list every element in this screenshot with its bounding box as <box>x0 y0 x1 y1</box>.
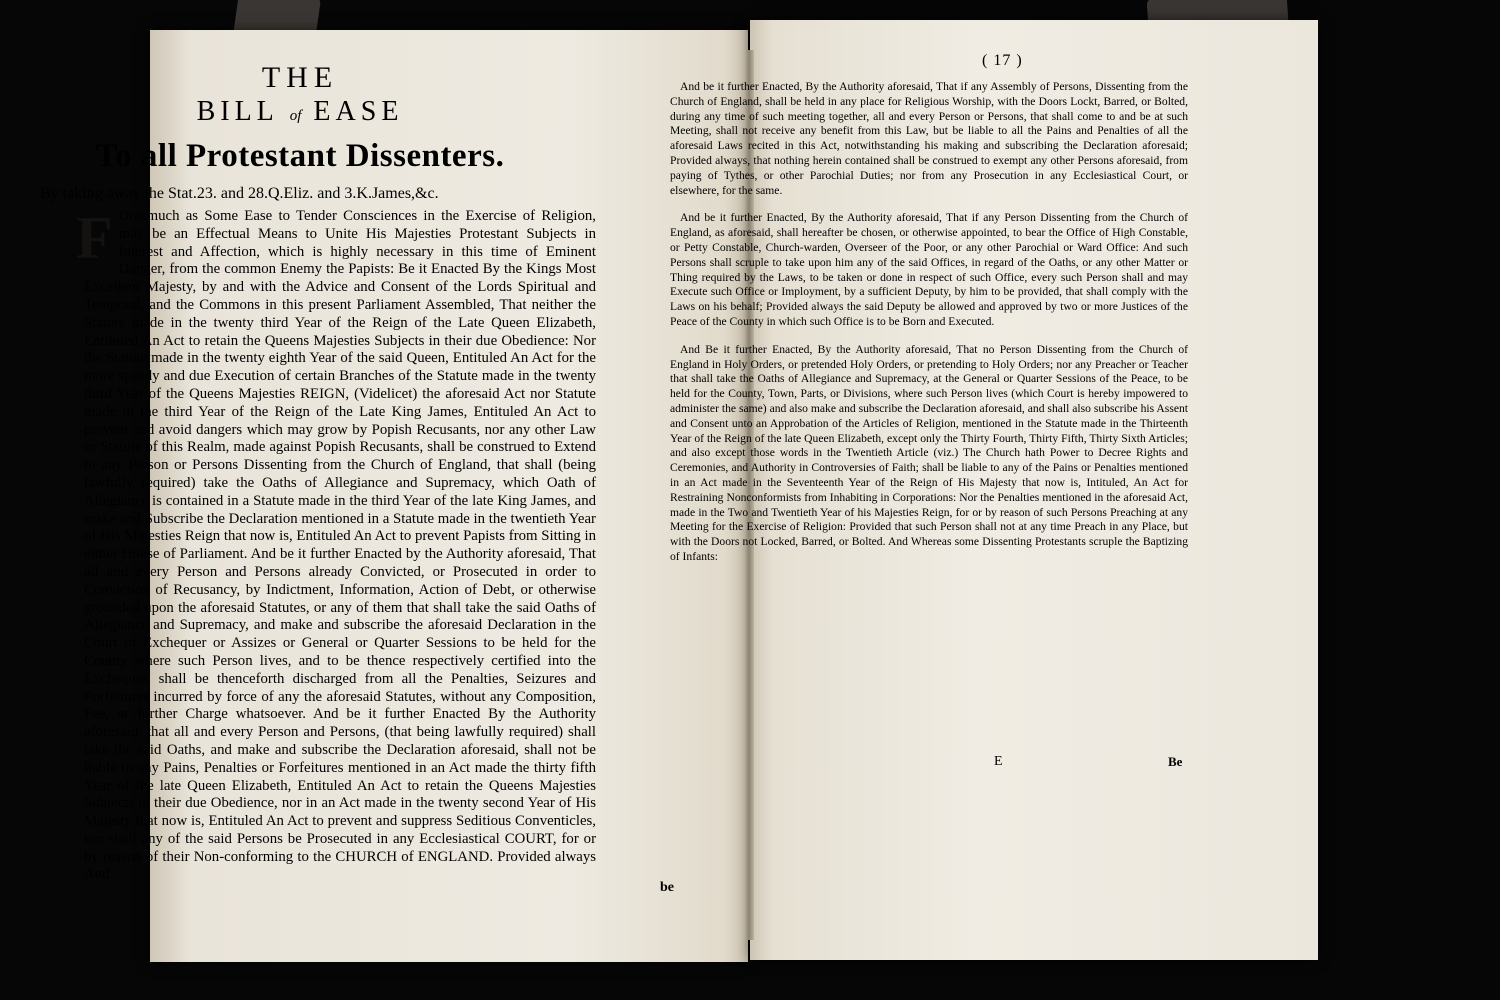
signature-mark: E <box>994 754 1003 769</box>
paragraph: And Be it further Enacted, By the Authority aforesaid, That no Person Dissenting from the Church of England in Holy Orders, or pretended Holy Orders, or pretending to Holy Orders; nor any Preacher or Teacher that shall take the Oaths of Allegiance and Supremacy, at the General or Quarter Sessions of the Peace, to be held for the County, Town, Parts, or Divisions, where such Person lives (which Court is hereby impowered to administer the same) and also make and subscribe the Declaration aforesaid, and shall also subscribe his Assent and Consent unto an Approbation of the Articles of Religion, mentioned in the Statute made in the Thirteenth Year of the Reign of the late Queen Elizabeth, except only the Thirty Fourth, Thirty Fifth, Thirty Sixth Articles; and also except those words in the Twentieth Article (viz.) The Church hath Power to Decree Rights and Ceremonies, and Authority in Controversies of Faith; shall be liable to any of the Pains or Penalties mentioned in an Act made in the Seventeenth Year of the Reign of His Majesty that now is, Intituled, An Act for Restraining Nonconformists from Inhabiting in Corporations: Nor the Penalties mentioned in the aforesaid Act, made in the Two and Twentieth Year of his Majesties Reign, for or by reason of such Persons Preaching at any Meeting for the Exercise of Religion: Provided that such Person shall not at any time Preach in any Place, but with the Doors not Locked, Barred, or Bolted. And Whereas some Dissenting Protestants scruple the Baptizing of Infants: <box>670 342 1188 563</box>
title-bill: BILL <box>196 96 278 127</box>
paragraph: And be it further Enacted, By the Authority aforesaid, That if any Assembly of Persons, Dissenting from the Church of England, shall be held in any place for Religious Worship, with the Doors Lockt, Barred, or Bolted, during any time of such meeting together, all and every Person or Persons, that shall come to and be at such Meeting, shall not receive any benefit from this Law, but be liable to all the Pains and Penalties of all the aforesaid Laws recited in this Act, notwithstanding his making and subscribing the Declaration aforesaid; Provided always, that nothing herein contained shall be construed to exempt any other Persons aforesaid, from paying of Tythes, or other Parochial Duties; nor from any Prosecution in any Ecclesiastical Court, or elsewhere, for the same. <box>670 80 1188 197</box>
paragraph: And be it further Enacted, By the Authority aforesaid, That if any Person Dissenting from the Church of England, as aforesaid, shall hereafter be chosen, or otherwise appointed, to bear the Office of High Constable, or Petty Constable, Church-warden, Overseer of the Poor, or any other Parochial or Ward Office: And such Persons shall scruple to take upon him any of the said Offices, in regard of the Oaths, or any other Matter or Thing required by the Laws, to be taken or done in respect of such Office, every such Person shall and may Execute such Office or Imployment, by a sufficient Deputy, by him to be provided, that shall comply with the Laws on his behalf; Provided always the said Deputy be allowed and approved by two or more Justices of the Peace of the County in which such Office is to be Born and Executed. <box>670 211 1188 328</box>
subtitle: By taking away the Stat.23. and 28.Q.Eliz. and 3.K.James,&c. <box>40 185 439 202</box>
right-catchword: Be <box>1168 754 1183 769</box>
left-body <box>76 205 596 884</box>
left-body-text: Orasmuch as Some Ease to Tender Consciences in the Exercise of Religion, may be an Effectual Means to Unite His Majesties Protestant Subjects in Interest and Affection, which is highly necessary in this time of Eminent Danger, from the common Enemy the Papists: Be it Enacted By the Kings Most Excellent Majesty, by and with the Advice and Consent of the Lords Spiritual and Temporal, and the Commons in this present Parliament Assembled, That neither the Statute made in the twenty third Year of the Reign of the Late Queen Elizabeth, Entituled An Act to retain the Queens Majesties Subjects in their due Obedience: Nor the Statute made in the twenty eighth Year of the said Queen, Entituled An Act for the more speedy and due Execution of certain Branches of the Statute made in the twenty third Year of the Queens Majesties REIGN, (Videlicet) the aforesaid Act nor Statute made in the third Year of the Reign of the Late King James, Entituled An Act to prevent and avoid dangers which may grow by Popish Recusants, nor any other Law or Statute of this Realm, made against Popish Recusants, shall be construed to Extend to any Person or Persons Dissenting from the Church of England, that shall (being lawfully required) take the Oaths of Allegiance and Supremacy, which Oath of Allegiance is contained in a Statute made in the third Year of the late King James, and make and Subscribe the Declaration mentioned in a Statute made in the twentieth Year of His Majesties Reign that now is, Entituled An Act to prevent Papists from Sitting in either House of Parliament. And be it further Enacted by the Authority aforesaid, That all and every Person and Persons already Convicted, or Prosecuted in order to Conviction of Recusancy, by Indictment, Information, Action of Debt, or otherwise grounded upon the aforesaid Statutes, or any of them that shall take the said Oaths of Allegiance and Supremacy, and make and subscribe the aforesaid Declaration in the Court of Exchequer or Assizes or General or Quarter Sessions to be held for the County where such Person lives, and to be thence respectively certified into the Exchequer, shall be thenceforth discharged from all the Penalties, Seizures and Forfeitures incurred by force of any the aforesaid Statutes, without any Composition, Fee, or further Charge whatsoever. And be it further Enacted By the Authority aforesaid, that all and every Person and Persons, (that being lawfully required) shall take the said Oaths, and make and subscribe the Declaration aforesaid, shall not be liable to any Pains, Penalties or Forfeitures mentioned in an Act made the thirty fifth Year of the late Queen Elizabeth, Entituled An Act to retain the Queens Majesties Subjects in their due Obedience, nor in an Act made in the twenty second Year of His Majesty that now is, Entituled An Act to prevent and suppress Seditious Conventicles, nor shall any of the said Persons be Prosecuted in any Ecclesiastical COURT, for or by reason of their Non-conforming to the CHURCH of ENGLAND. Provided always And <box>84 208 596 883</box>
title-block <box>40 62 560 204</box>
title-of: of <box>289 108 302 124</box>
drop-cap: F <box>76 205 113 271</box>
title-main: To all Protestant Dissenters. <box>95 138 505 174</box>
page-number: ( 17 ) <box>982 52 1023 69</box>
title-the: THE <box>261 61 339 94</box>
right-body <box>670 52 1188 578</box>
title-ease: EASE <box>313 96 404 127</box>
title-bill-of-ease <box>40 96 560 132</box>
left-catchword: be <box>660 880 674 895</box>
